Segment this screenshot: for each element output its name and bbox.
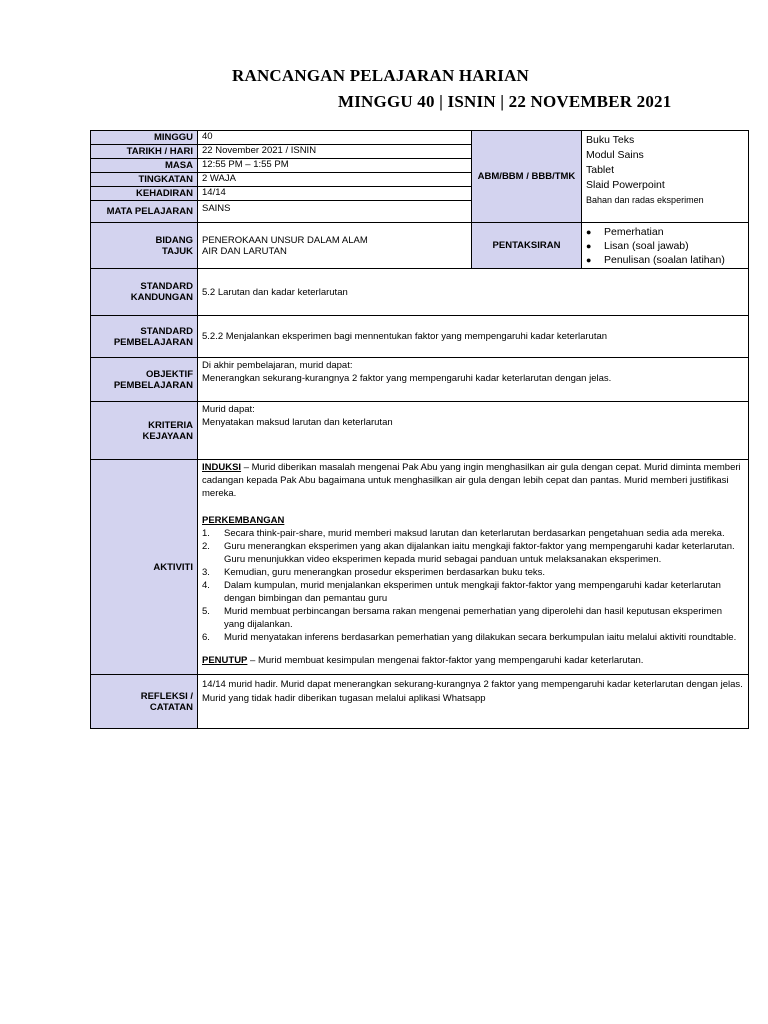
- row-objektif: [91, 358, 749, 402]
- pentaksiran-item: ● Lisan (soal jawab): [582, 239, 748, 253]
- aktiviti-value: [198, 460, 749, 675]
- minggu-value: 40: [198, 131, 472, 145]
- row-minggu: [91, 131, 749, 145]
- label-line: PEMBELAJARAN: [113, 336, 193, 348]
- objektif-line: Di akhir pembelajaran, murid dapat:: [202, 360, 353, 371]
- step-text: Guru menerangkan eksperimen yang akan dijalankan iaitu mengkaji faktor-faktor yang mempengaruhi kadar keterlarutan. Guru menunjukkan video eksperimen kepada murid sebagai panduan untuk melaksanakan eksperimen.: [224, 541, 735, 565]
- label-line: STANDARD: [140, 325, 193, 337]
- step-number: 6.: [202, 632, 210, 643]
- tarikh-label: TARIKH / HARI: [91, 145, 198, 159]
- pentaksiran-item: ● Penulisan (soalan latihan): [582, 253, 748, 267]
- label-line: PEMBELAJARAN: [113, 379, 193, 391]
- bidang-value-line: PENEROKAAN UNSUR DALAM ALAM: [202, 234, 368, 246]
- tingkatan-value: 2 WAJA: [198, 173, 472, 187]
- masa-value: 12:55 PM – 1:55 PM: [198, 159, 472, 173]
- label-line: CATATAN: [149, 701, 193, 713]
- step-item: [202, 566, 744, 579]
- refleksi-line: Murid yang tidak hadir diberikan tugasan melalui aplikasi Whatsapp: [202, 693, 486, 704]
- tingkatan-label: TINGKATAN: [91, 173, 198, 187]
- pentaksiran-label: PENTAKSIRAN: [472, 223, 582, 269]
- objektif-label: [91, 358, 198, 402]
- kehadiran-label: KEHADIRAN: [91, 187, 198, 201]
- resource-item: Modul Sains: [586, 149, 644, 161]
- pentaksiran-item: ● Pemerhatian: [582, 225, 748, 239]
- induksi-text: – Murid diberikan masalah mengenai Pak Abu yang ingin menghasilkan air gula dengan cepat. Murid diminta memberi cadangan kepada Pak Abu bagaimana untuk menghasilkan air gula dengan lebih cepat dan pantas. Murid memberi justifikasi mereka.: [202, 462, 741, 499]
- resource-item: Buku Teks: [586, 134, 635, 146]
- row-aktiviti: [91, 460, 749, 675]
- bidang-label-line: BIDANG: [155, 234, 193, 246]
- bidang-value: [198, 223, 472, 269]
- step-item: [202, 540, 744, 566]
- row-standard-pembelajaran: [91, 316, 749, 358]
- step-text: Secara think-pair-share, murid memberi maksud larutan dan keterlarutan berdasarkan pengetahuan sedia ada mereka.: [224, 528, 725, 539]
- resource-item: Bahan dan radas eksperimen: [586, 195, 704, 205]
- lesson-plan-table: [90, 130, 749, 729]
- step-item: [202, 527, 744, 540]
- refleksi-value: [198, 675, 749, 729]
- kriteria-line: Menyatakan maksud larutan dan keterlarutan: [202, 417, 393, 428]
- standard-kandungan-label: [91, 269, 198, 316]
- kriteria-label: [91, 402, 198, 460]
- minggu-label: MINGGU: [91, 131, 198, 145]
- label-line: OBJEKTIF: [146, 368, 193, 380]
- objektif-value: [198, 358, 749, 402]
- perkembangan-heading: PERKEMBANGAN: [202, 515, 285, 526]
- induksi-paragraph: [202, 461, 744, 500]
- resources-label: ABM/BBM / BBB/TMK: [472, 131, 582, 223]
- masa-label: MASA: [91, 159, 198, 173]
- step-text: Murid membuat perbincangan bersama rakan mengenai pemerhatian yang diperolehi dan hasil keputusan eksperimen yang dijalankan.: [224, 606, 722, 630]
- step-number: 3.: [202, 567, 210, 578]
- penutup-text: – Murid membuat kesimpulan mengenai faktor-faktor yang mempengaruhi kadar keterlarutan.: [247, 655, 644, 666]
- row-standard-kandungan: [91, 269, 749, 316]
- step-text: Dalam kumpulan, murid menjalankan eksperimen untuk mengkaji faktor-faktor yang mempengaruhi kadar keterlarutan dengan bimbingan dan pemantau guru: [224, 580, 721, 604]
- resource-item: Slaid Powerpoint: [586, 179, 665, 191]
- mapel-label: MATA PELAJARAN: [91, 201, 198, 223]
- standard-pembelajaran-label: [91, 316, 198, 358]
- perkembangan-heading-line: [202, 514, 744, 527]
- step-item: [202, 579, 744, 605]
- step-number: 2.: [202, 541, 210, 552]
- label-line: STANDARD: [140, 281, 193, 292]
- penutup-paragraph: [202, 654, 744, 667]
- step-item: [202, 605, 744, 631]
- step-text: Kemudian, guru menerangkan prosedur eksperimen berdasarkan buku teks.: [224, 567, 546, 578]
- kriteria-value: [198, 402, 749, 460]
- row-kriteria: [91, 402, 749, 460]
- resource-item: Tablet: [586, 164, 615, 176]
- step-number: 4.: [202, 580, 210, 591]
- refleksi-label: [91, 675, 198, 729]
- step-text: Murid menyatakan inferens berdasarkan pemerhatian yang dilakukan secara berkumpulan iaitu melalui aktiviti roundtable.: [224, 632, 737, 643]
- label-line: KEJAYAAN: [142, 430, 193, 442]
- label-line: REFLEKSI /: [140, 690, 193, 702]
- tajuk-label-line: TAJUK: [162, 245, 193, 257]
- row-refleksi: [91, 675, 749, 729]
- mapel-value: SAINS: [198, 201, 472, 223]
- bidang-label: [91, 223, 198, 269]
- standard-pembelajaran-value: 5.2.2 Menjalankan eksperimen bagi mennentukan faktor yang mempengaruhi kadar keterlarutan: [198, 316, 749, 358]
- step-number: 1.: [202, 528, 210, 539]
- label-line: KANDUNGAN: [130, 292, 193, 303]
- tajuk-value-line: AIR DAN LARUTAN: [202, 245, 287, 257]
- step-number: 5.: [202, 606, 210, 617]
- page-title: RANCANGAN PELAJARAN HARIAN: [232, 66, 530, 85]
- aktiviti-label: AKTIVITI: [91, 460, 198, 675]
- induksi-heading: INDUKSI: [202, 462, 242, 473]
- pentaksiran-cell: [582, 223, 749, 269]
- tarikh-value: 22 November 2021 / ISNIN: [198, 145, 472, 159]
- pentaksiran-list: [582, 225, 748, 267]
- page-subtitle: MINGGU 40 | ISNIN | 22 NOVEMBER 2021: [338, 92, 672, 111]
- resources-cell: [582, 131, 749, 223]
- objektif-line: Menerangkan sekurang-kurangnya 2 faktor yang mempengaruhi kadar keterlarutan dengan jelas.: [202, 373, 612, 384]
- standard-kandungan-value: 5.2 Larutan dan kadar keterlarutan: [198, 269, 749, 316]
- refleksi-line: 14/14 murid hadir. Murid dapat menerangkan sekurang-kurangnya 2 faktor yang mempengaruhi kadar keterlarutan dengan jelas.: [202, 679, 743, 690]
- perkembangan-steps: [202, 527, 744, 644]
- resources-list: [586, 133, 744, 208]
- penutup-heading: PENUTUP: [202, 655, 248, 666]
- step-item: [202, 631, 744, 644]
- row-bidang: [91, 223, 749, 269]
- label-line: KRITERIA: [148, 419, 193, 431]
- kriteria-line: Murid dapat:: [202, 404, 255, 415]
- kehadiran-value: 14/14: [198, 187, 472, 201]
